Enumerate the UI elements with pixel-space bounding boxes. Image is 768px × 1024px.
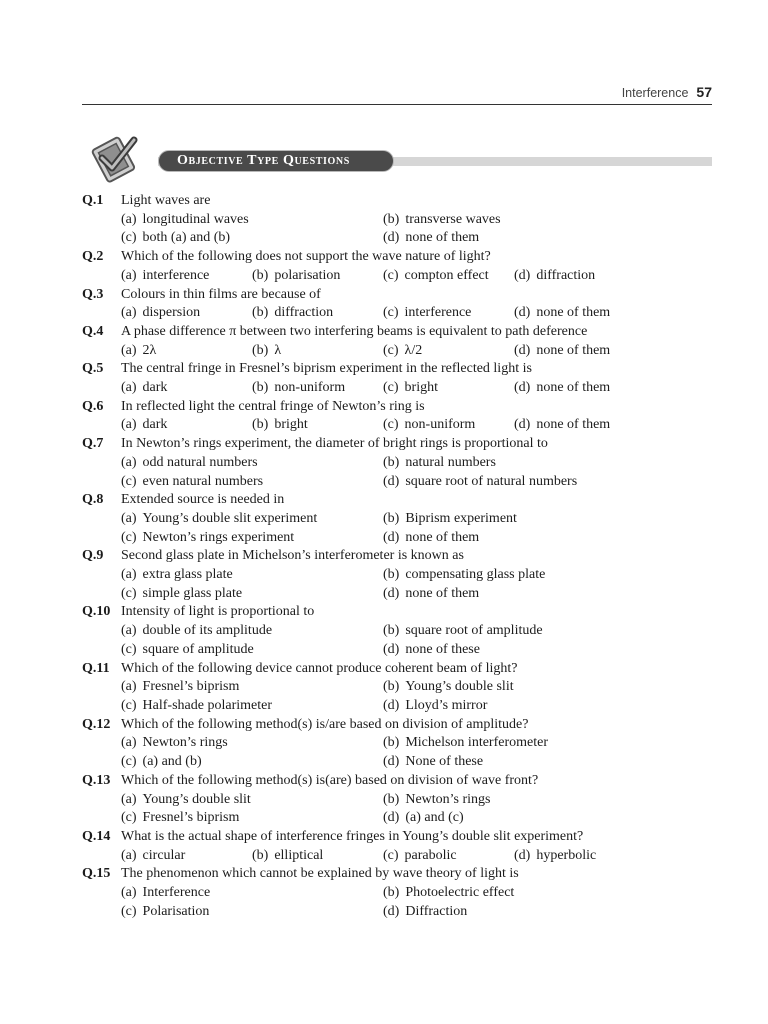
answer-option: [121, 809, 383, 828]
page-number: 57: [696, 84, 712, 100]
option-text: (a) and (c): [405, 810, 464, 826]
answer-option: [514, 267, 595, 286]
answer-option: [383, 454, 496, 473]
option-label: (d): [514, 417, 531, 433]
answer-option: [383, 510, 517, 529]
question-item: [82, 398, 712, 435]
option-label: (d): [383, 697, 400, 713]
option-label: (c): [383, 417, 399, 433]
option-text: odd natural numbers: [142, 454, 258, 470]
option-text: compton effect: [404, 267, 489, 283]
option-label: (a): [121, 735, 137, 751]
answer-option: [383, 229, 479, 248]
option-text: Newton’s rings experiment: [142, 529, 295, 545]
answer-option: [121, 585, 383, 604]
answer-option: [514, 342, 610, 361]
question-number: Q.6: [82, 398, 104, 414]
option-label: (c): [383, 380, 399, 396]
option-label: (a): [121, 791, 137, 807]
question-text: The central fringe in Fresnel’s biprism experiment in the reflected light is: [121, 361, 532, 377]
section-heading-pill: [158, 150, 394, 172]
option-label: (c): [121, 754, 137, 770]
answer-option: [383, 697, 487, 716]
question-number: Q.15: [82, 866, 111, 882]
question-stem: [82, 547, 712, 566]
question-list: [82, 192, 712, 921]
option-text: Half-shade polarimeter: [142, 697, 272, 713]
question-number: Q.13: [82, 772, 111, 788]
option-label: (b): [383, 567, 400, 583]
option-text: bright: [404, 380, 438, 396]
option-label: (a): [121, 454, 137, 470]
option-label: (b): [383, 791, 400, 807]
option-label: (c): [121, 230, 137, 246]
answer-option: [252, 416, 383, 435]
option-text: square root of natural numbers: [405, 473, 578, 489]
answer-option: [383, 473, 577, 492]
question-stem: [82, 772, 712, 791]
options-row: [82, 884, 712, 903]
option-text: none of them: [536, 380, 611, 396]
option-label: (d): [383, 585, 400, 601]
option-label: (a): [121, 679, 137, 695]
question-number: Q.11: [82, 660, 110, 676]
answer-option: [121, 454, 383, 473]
answer-option: [383, 342, 514, 361]
question-text: Intensity of light is proportional to: [121, 604, 315, 620]
options-row: [82, 454, 712, 473]
option-text: non-uniform: [274, 380, 346, 396]
option-label: (c): [121, 810, 137, 826]
question-stem: [82, 192, 712, 211]
question-text: The phenomenon which cannot be explained by wave theory of light is: [121, 866, 519, 882]
option-label: (a): [121, 305, 137, 321]
option-label: (d): [383, 641, 400, 657]
options-row: [82, 585, 712, 604]
option-label: (c): [121, 903, 137, 919]
option-label: (b): [252, 847, 269, 863]
option-text: Michelson interferometer: [405, 735, 548, 751]
option-label: (b): [383, 510, 400, 526]
option-label: (b): [252, 417, 269, 433]
option-text: Young’s double slit: [142, 791, 251, 807]
option-label: (c): [121, 529, 137, 545]
option-label: (a): [121, 417, 137, 433]
question-item: [82, 603, 712, 659]
option-text: none of them: [536, 342, 611, 358]
options-row: [82, 641, 712, 660]
option-label: (a): [121, 510, 137, 526]
answer-option: [252, 342, 383, 361]
option-label: (d): [383, 473, 400, 489]
option-text: Newton’s rings: [142, 735, 228, 751]
option-text: square of amplitude: [142, 641, 254, 657]
option-label: (a): [121, 342, 137, 358]
option-label: (d): [514, 380, 531, 396]
question-item: [82, 865, 712, 921]
answer-option: [121, 416, 252, 435]
answer-option: [383, 379, 514, 398]
option-text: none of these: [405, 641, 480, 657]
options-row: [82, 304, 712, 323]
answer-option: [121, 903, 383, 922]
option-label: (a): [121, 380, 137, 396]
answer-option: [121, 211, 383, 230]
question-number: Q.7: [82, 436, 104, 452]
options-row: [82, 379, 712, 398]
option-label: (a): [121, 211, 137, 227]
option-text: compensating glass plate: [405, 567, 546, 583]
option-text: diffraction: [536, 267, 596, 283]
question-stem: [82, 603, 712, 622]
option-text: even natural numbers: [142, 473, 264, 489]
option-label: (c): [383, 847, 399, 863]
answer-option: [383, 416, 514, 435]
option-text: parabolic: [404, 847, 457, 863]
question-item: [82, 323, 712, 360]
question-item: [82, 360, 712, 397]
question-item: [82, 286, 712, 323]
answer-option: [252, 379, 383, 398]
option-text: Biprism experiment: [405, 510, 517, 526]
option-label: (a): [121, 267, 137, 283]
question-item: [82, 828, 712, 865]
question-number: Q.8: [82, 492, 104, 508]
option-label: (c): [121, 697, 137, 713]
option-text: Fresnel’s biprism: [142, 679, 240, 695]
question-stem: [82, 716, 712, 735]
answer-option: [121, 847, 252, 866]
question-text: Colours in thin films are because of: [121, 286, 321, 302]
option-text: hyperbolic: [536, 847, 597, 863]
question-number: Q.9: [82, 548, 104, 564]
question-stem: [82, 435, 712, 454]
question-number: Q.14: [82, 828, 111, 844]
options-row: [82, 416, 712, 435]
question-text: Extended source is needed in: [121, 492, 285, 508]
options-row: [82, 510, 712, 529]
answer-option: [383, 267, 514, 286]
answer-option: [121, 510, 383, 529]
option-text: Young’s double slit experiment: [142, 510, 318, 526]
option-text: none of them: [405, 230, 480, 246]
question-item: [82, 547, 712, 603]
answer-option: [514, 304, 610, 323]
answer-option: [383, 884, 514, 903]
question-text: Which of the following does not support the wave nature of light?: [121, 249, 491, 265]
options-row: [82, 809, 712, 828]
option-text: circular: [142, 847, 186, 863]
answer-option: [383, 753, 483, 772]
option-label: (d): [383, 230, 400, 246]
option-label: (d): [383, 529, 400, 545]
options-row: [82, 903, 712, 922]
question-item: [82, 716, 712, 772]
answer-option: [121, 566, 383, 585]
answer-option: [252, 847, 383, 866]
answer-option: [121, 229, 383, 248]
options-row: [82, 697, 712, 716]
header-rule: [82, 104, 712, 105]
question-text: Which of the following method(s) is(are) based on division of wave front?: [121, 772, 539, 788]
question-text: A phase difference π between two interfering beams is equivalent to path deference: [121, 323, 588, 339]
answer-option: [383, 809, 464, 828]
options-row: [82, 229, 712, 248]
question-number: Q.4: [82, 323, 104, 339]
answer-option: [383, 734, 548, 753]
answer-option: [383, 678, 514, 697]
question-item: [82, 772, 712, 828]
option-label: (c): [383, 305, 399, 321]
option-label: (a): [121, 847, 137, 863]
question-stem: [82, 360, 712, 379]
option-text: Lloyd’s mirror: [405, 697, 488, 713]
answer-option: [383, 304, 514, 323]
answer-option: [383, 622, 543, 641]
option-text: longitudinal waves: [142, 211, 249, 227]
option-label: (a): [121, 623, 137, 639]
option-label: (d): [383, 754, 400, 770]
option-text: non-uniform: [404, 417, 476, 433]
answer-option: [121, 697, 383, 716]
answer-option: [383, 641, 480, 660]
option-text: none of them: [405, 585, 480, 601]
question-text: In Newton’s rings experiment, the diameter of bright rings is proportional to: [121, 436, 548, 452]
option-text: λ: [274, 342, 282, 358]
option-text: none of them: [536, 417, 611, 433]
option-text: dark: [142, 417, 168, 433]
question-item: [82, 435, 712, 491]
option-text: Newton’s rings: [405, 791, 491, 807]
option-text: square root of amplitude: [405, 623, 543, 639]
option-text: none of them: [405, 529, 480, 545]
answer-option: [383, 529, 479, 548]
answer-option: [514, 847, 596, 866]
question-number: Q.2: [82, 249, 104, 265]
checkmark-badge-icon: [88, 128, 144, 184]
question-item: [82, 491, 712, 547]
question-text: Light waves are: [121, 193, 211, 208]
options-row: [82, 622, 712, 641]
option-text: Fresnel’s biprism: [142, 810, 240, 826]
option-label: (b): [252, 267, 269, 283]
options-row: [82, 734, 712, 753]
answer-option: [383, 585, 479, 604]
option-text: Interference: [142, 885, 211, 901]
option-text: λ/2: [404, 342, 423, 358]
option-text: transverse waves: [405, 211, 501, 227]
answer-option: [121, 529, 383, 548]
option-text: Young’s double slit: [405, 679, 514, 695]
options-row: [82, 847, 712, 866]
question-stem: [82, 248, 712, 267]
question-stem: [82, 398, 712, 417]
answer-option: [514, 379, 610, 398]
answer-option: [121, 267, 252, 286]
answer-option: [121, 884, 383, 903]
option-label: (c): [121, 641, 137, 657]
option-text: both (a) and (b): [142, 230, 231, 246]
question-number: Q.3: [82, 286, 104, 302]
answer-option: [121, 678, 383, 697]
option-label: (b): [383, 454, 400, 470]
option-text: diffraction: [274, 305, 334, 321]
question-text: Second glass plate in Michelson’s interferometer is known as: [121, 548, 464, 564]
option-text: double of its amplitude: [142, 623, 273, 639]
option-label: (b): [252, 342, 269, 358]
answer-option: [383, 847, 514, 866]
question-text: What is the actual shape of interference fringes in Young’s double slit experiment?: [121, 828, 584, 844]
option-label: (b): [383, 679, 400, 695]
question-number: Q.5: [82, 361, 104, 377]
question-text: In reflected light the central fringe of Newton’s ring is: [121, 398, 425, 414]
option-label: (a): [121, 567, 137, 583]
question-item: [82, 192, 712, 248]
answer-option: [383, 566, 545, 585]
option-label: (d): [383, 810, 400, 826]
options-row: [82, 529, 712, 548]
option-text: simple glass plate: [142, 585, 243, 601]
option-label: (c): [383, 342, 399, 358]
question-item: [82, 248, 712, 285]
running-header-section: Interference: [621, 86, 689, 100]
options-row: [82, 267, 712, 286]
option-text: dispersion: [142, 305, 201, 321]
option-text: natural numbers: [405, 454, 496, 470]
option-text: Diffraction: [405, 903, 468, 919]
question-stem: [82, 491, 712, 510]
options-row: [82, 342, 712, 361]
option-text: interference: [404, 305, 472, 321]
option-text: dark: [142, 380, 168, 396]
section-heading: Objective Type Questions: [177, 153, 350, 168]
option-label: (c): [121, 585, 137, 601]
answer-option: [383, 211, 501, 230]
answer-option: [383, 903, 467, 922]
answer-option: [121, 753, 383, 772]
question-number: Q.10: [82, 604, 111, 620]
answer-option: [252, 267, 383, 286]
options-row: [82, 678, 712, 697]
option-text: bright: [274, 417, 308, 433]
question-text: Which of the following method(s) is/are based on division of amplitude?: [121, 716, 529, 732]
option-label: (b): [383, 623, 400, 639]
option-label: (b): [383, 211, 400, 227]
option-label: (d): [383, 903, 400, 919]
option-text: extra glass plate: [142, 567, 233, 583]
option-text: (a) and (b): [142, 754, 202, 770]
options-row: [82, 791, 712, 810]
question-stem: [82, 865, 712, 884]
option-text: interference: [142, 267, 210, 283]
question-number: Q.12: [82, 716, 111, 732]
answer-option: [121, 641, 383, 660]
option-text: Polarisation: [142, 903, 210, 919]
options-row: [82, 566, 712, 585]
answer-option: [121, 379, 252, 398]
answer-option: [121, 304, 252, 323]
options-row: [82, 473, 712, 492]
option-label: (b): [252, 380, 269, 396]
question-stem: [82, 828, 712, 847]
question-text: Which of the following device cannot produce coherent beam of light?: [121, 660, 518, 676]
option-label: (d): [514, 267, 531, 283]
option-text: None of these: [405, 754, 484, 770]
option-label: (b): [383, 885, 400, 901]
option-label: (d): [514, 305, 531, 321]
option-text: Photoelectric effect: [405, 885, 515, 901]
answer-option: [383, 791, 491, 810]
question-stem: [82, 660, 712, 679]
answer-option: [121, 734, 383, 753]
options-row: [82, 211, 712, 230]
option-text: polarisation: [274, 267, 341, 283]
option-text: none of them: [536, 305, 611, 321]
options-row: [82, 753, 712, 772]
option-label: (c): [121, 473, 137, 489]
answer-option: [252, 304, 383, 323]
option-label: (c): [383, 267, 399, 283]
option-label: (b): [252, 305, 269, 321]
question-stem: [82, 286, 712, 305]
question-item: [82, 660, 712, 716]
answer-option: [514, 416, 610, 435]
option-text: elliptical: [274, 847, 324, 863]
answer-option: [121, 342, 252, 361]
option-text: 2λ: [142, 342, 157, 358]
answer-option: [121, 622, 383, 641]
option-label: (a): [121, 885, 137, 901]
question-stem: [82, 323, 712, 342]
question-number: Q.1: [82, 193, 104, 208]
answer-option: [121, 473, 383, 492]
option-label: (b): [383, 735, 400, 751]
option-label: (d): [514, 847, 531, 863]
answer-option: [121, 791, 383, 810]
running-header: [622, 84, 712, 100]
option-label: (d): [514, 342, 531, 358]
